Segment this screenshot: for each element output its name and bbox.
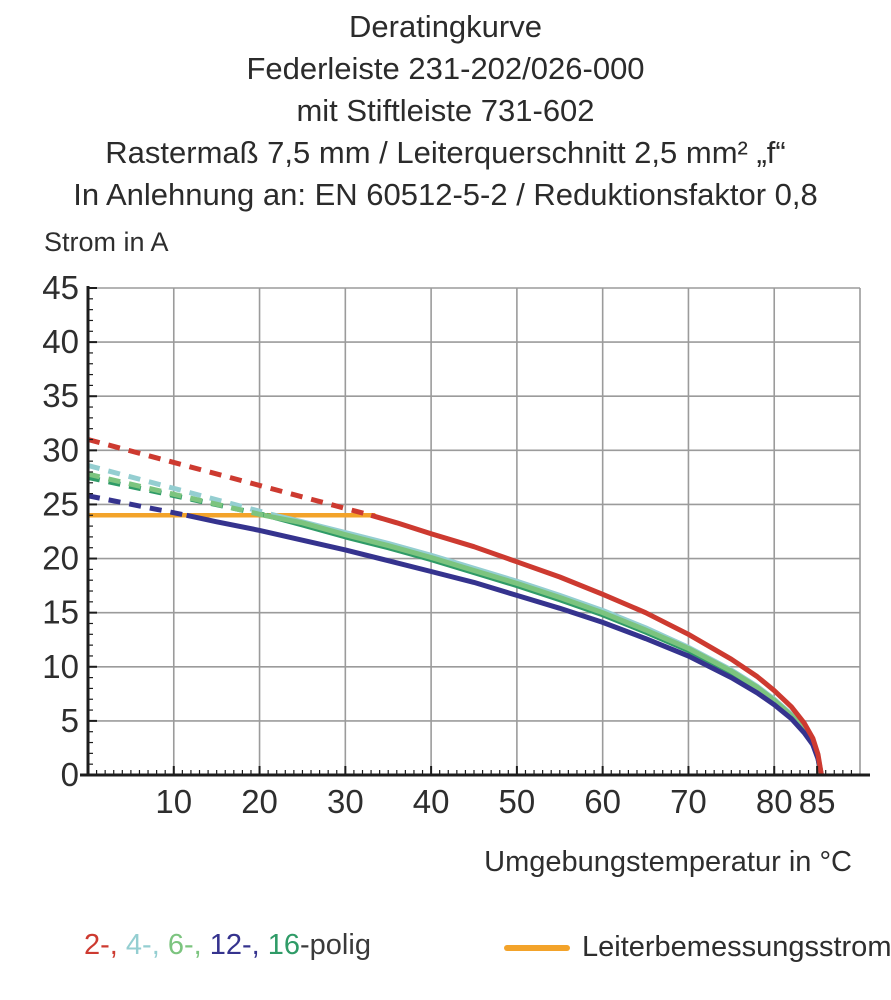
legend-pole-counts bbox=[84, 929, 371, 962]
title-line-3: mit Stiftleiste 731-602 bbox=[296, 93, 595, 128]
curve-12-polig-solid bbox=[187, 515, 822, 775]
y-tick-label: 40 bbox=[42, 323, 79, 361]
legend-rated-current bbox=[504, 924, 891, 970]
curve-4-polig-dashed bbox=[88, 466, 275, 516]
rated-current-swatch bbox=[504, 945, 570, 951]
legend-poles-item: -polig bbox=[300, 929, 371, 961]
curve-6-polig-solid bbox=[264, 515, 822, 775]
legend-poles-item: 2-, bbox=[84, 929, 126, 961]
x-tick-label: 85 bbox=[798, 783, 836, 820]
y-tick-label: 5 bbox=[60, 701, 79, 739]
rated-current-label: Leiterbemessungsstrom bbox=[582, 930, 891, 963]
y-tick-label: 45 bbox=[42, 269, 79, 306]
y-tick-label: 20 bbox=[42, 539, 79, 577]
y-tick-label: 25 bbox=[42, 485, 79, 523]
curve-12-polig-dashed bbox=[88, 496, 187, 516]
curve-16-polig-solid bbox=[266, 515, 820, 775]
x-tick-label: 70 bbox=[670, 783, 707, 820]
title-line-1: Deratingkurve bbox=[349, 9, 542, 44]
y-tick-label: 30 bbox=[42, 431, 79, 469]
legend-poles-item: 12-, bbox=[209, 929, 268, 961]
x-tick-label: 30 bbox=[326, 783, 364, 820]
x-tick-label: 10 bbox=[155, 783, 193, 820]
curve-2-polig-solid bbox=[371, 515, 821, 775]
x-axis-title: Umgebungstemperatur in °C bbox=[484, 846, 852, 878]
y-tick-label: 35 bbox=[42, 377, 79, 415]
y-axis-title: Strom in A bbox=[44, 227, 169, 257]
x-tick-label: 60 bbox=[584, 783, 622, 820]
x-tick-label: 80 bbox=[755, 783, 793, 820]
title-line-2: Federleiste 231-202/026-000 bbox=[246, 51, 645, 86]
x-tick-label: 50 bbox=[498, 783, 536, 820]
legend-poles-item: 16 bbox=[267, 929, 301, 961]
y-tick-label: 15 bbox=[42, 593, 79, 631]
title-line-4: Rastermaß 7,5 mm / Leiterquerschnitt 2,5 mm² „f“ bbox=[105, 135, 786, 170]
y-tick-label: 10 bbox=[42, 647, 79, 685]
title-line-5: In Anlehnung an: EN 60512-5-2 / Reduktionsfaktor 0,8 bbox=[73, 177, 818, 212]
x-tick-label: 20 bbox=[241, 783, 278, 820]
x-tick-label: 40 bbox=[412, 783, 450, 820]
legend-poles-item: 6-, bbox=[167, 929, 210, 961]
legend-poles-item: 4-, bbox=[125, 929, 168, 961]
y-tick-label: 0 bbox=[60, 756, 79, 793]
